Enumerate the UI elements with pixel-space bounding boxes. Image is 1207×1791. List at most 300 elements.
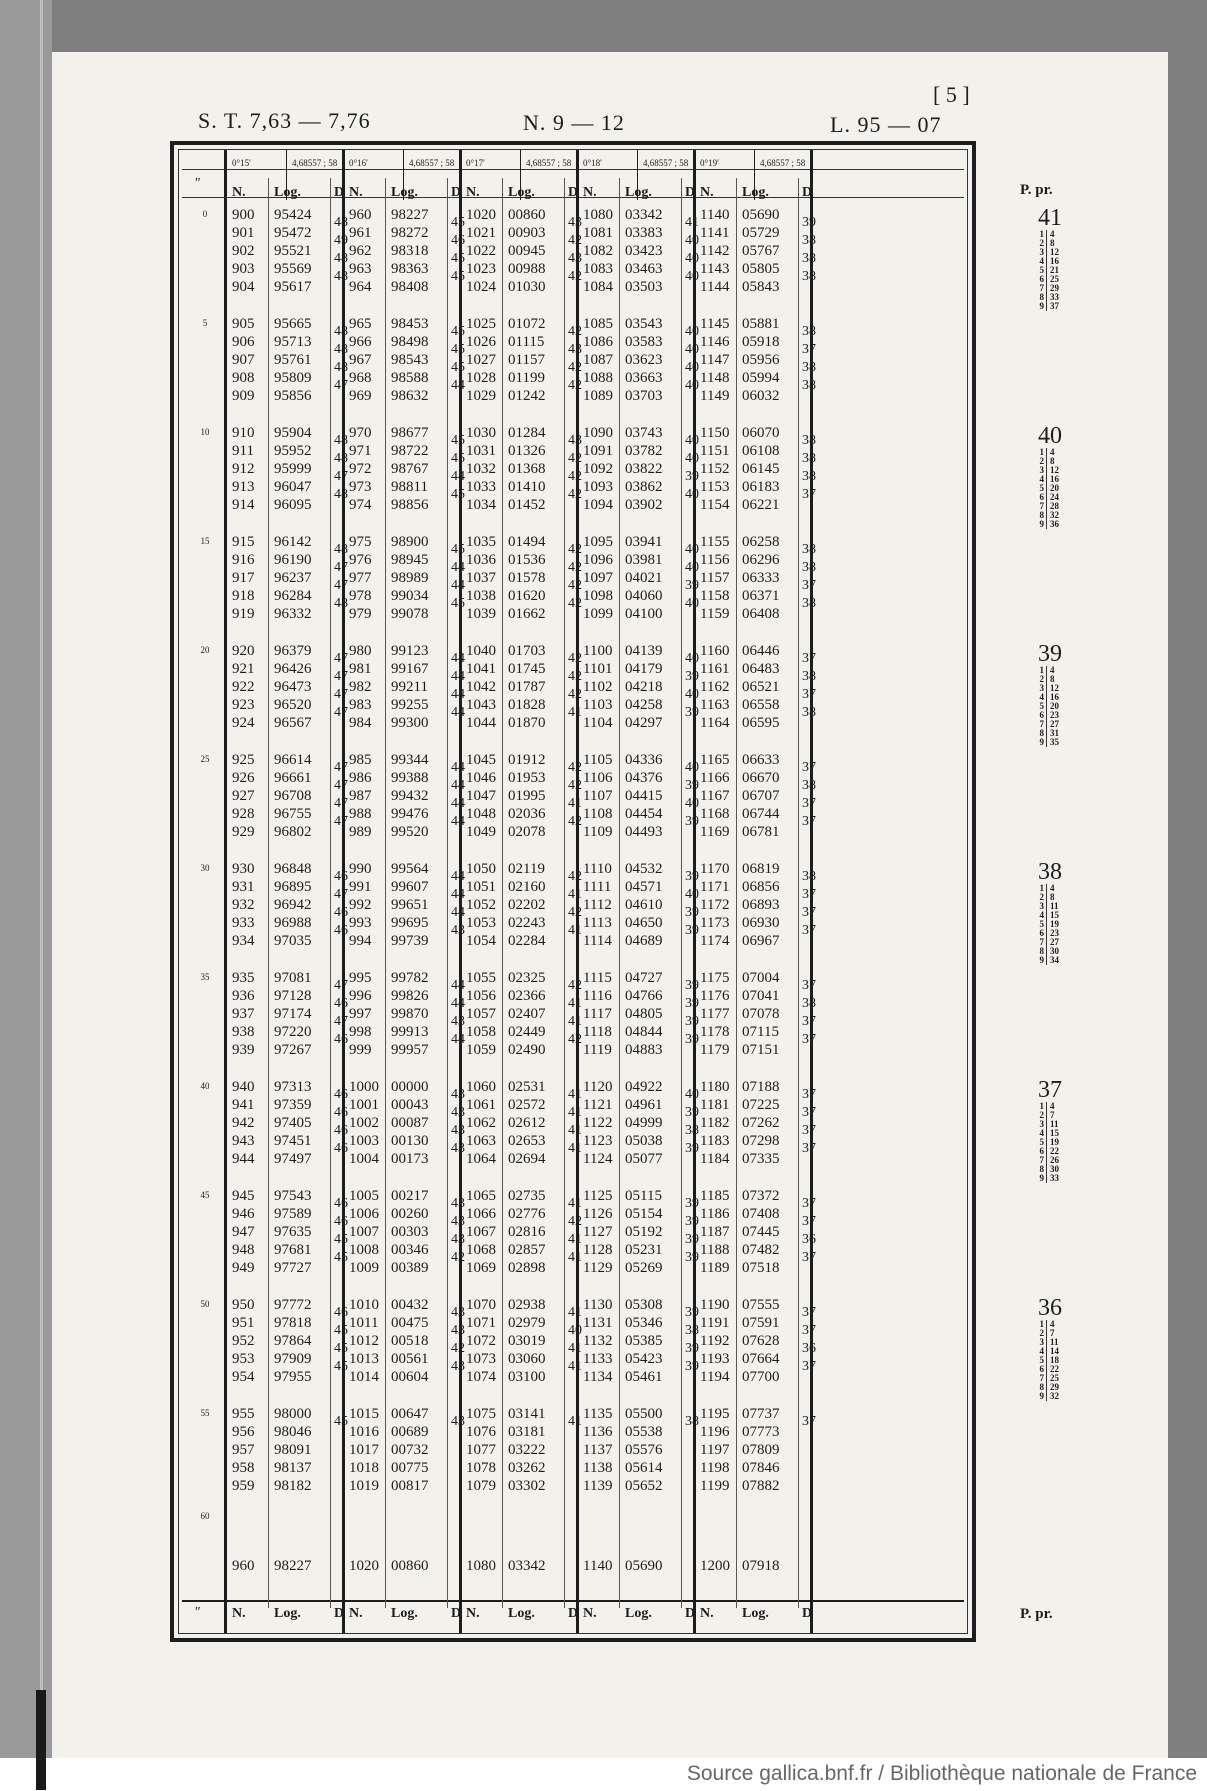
number-cell: 1032 [466,461,496,477]
difference-cell: 45 [451,451,465,466]
log-cell: 96237 [274,570,312,586]
pp-tenth: 6 [1034,1365,1047,1374]
table-row [460,896,576,914]
log-cell: 97359 [274,1097,312,1113]
log-cell: 01620 [508,588,546,604]
log-cell: 98318 [391,243,429,259]
log-cell: 04610 [625,897,663,913]
table-row [694,751,810,769]
difference-cell: 46 [334,923,348,938]
seconds-mark: 60 [200,1511,210,1521]
table-row [226,605,342,623]
difference-cell: 39 [685,669,699,684]
number-cell: 1084 [583,279,613,295]
seconds-header: " [194,176,200,191]
number-cell: 954 [232,1369,255,1385]
number-cell: 998 [349,1024,372,1040]
row-group [460,196,576,305]
log-cell: 01199 [508,370,545,386]
table-row [694,660,810,678]
table-row [343,1423,459,1441]
difference-cell: 42 [568,451,582,466]
number-cell: 1192 [700,1333,730,1349]
table-row [226,1205,342,1223]
table-row [577,1114,693,1132]
pp-difference: 41 [1038,205,1062,231]
row-group [226,741,342,850]
table-row [577,278,693,296]
log-cell: 06483 [742,661,780,677]
log-cell: 01284 [508,425,546,441]
table-row [577,587,693,605]
number-cell: 1016 [349,1424,379,1440]
number-cell: 1129 [583,1260,613,1276]
table-row [226,206,342,224]
number-cell: 977 [349,570,372,586]
number-cell: 1040 [466,643,496,659]
difference-cell: 46 [334,996,348,1011]
pp-value: 12 [1050,465,1059,475]
pp-row [1034,520,1094,529]
difference-cell: 41 [568,1232,582,1247]
table-row [226,896,342,914]
log-cell: 98722 [391,443,429,459]
log-cell: 98588 [391,370,429,386]
log-cell: 98900 [391,534,429,550]
log-cell: 07846 [742,1460,780,1476]
table-row [694,1332,810,1350]
table-row [460,1423,576,1441]
number-cell: 1059 [466,1042,496,1058]
constant-label: 4,68557 ; 58 [292,158,338,168]
d-label-footer: D [685,1606,696,1621]
log-cell: 99739 [391,933,429,949]
log-cell: 95713 [274,334,312,350]
seconds-mark: 50 [200,1299,210,1309]
log-cell: 02612 [508,1115,546,1131]
d-label: D [568,185,579,200]
number-cell: 1081 [583,225,613,241]
number-cell: 970 [349,425,372,441]
n-label-footer: N. [232,1606,246,1621]
table-row [343,896,459,914]
table-row [460,1332,576,1350]
log-cell: 06108 [742,443,780,459]
difference-cell: 41 [568,1250,582,1265]
log-cell: 98227 [391,207,429,223]
table-row [577,478,693,496]
number-cell: 1132 [583,1333,613,1349]
number-cell: 1095 [583,534,613,550]
difference-cell: 44 [451,687,465,702]
difference-cell: 42 [451,1341,465,1356]
number-cell: 1022 [466,243,496,259]
number-cell: 996 [349,988,372,1004]
number-cell: 1044 [466,715,496,731]
number-cell: 1177 [700,1006,730,1022]
log-cell: 04532 [625,861,663,877]
log-cell: 05231 [625,1242,663,1258]
table-row [460,369,576,387]
difference-cell: 44 [451,469,465,484]
difference-cell: 45 [451,542,465,557]
log-cell: 97543 [274,1188,312,1204]
difference-cell: 46 [334,1105,348,1120]
number-cell: 944 [232,1151,255,1167]
difference-cell: 40 [685,433,699,448]
number-cell: 1156 [700,552,730,568]
table-row [694,1041,810,1059]
table-row [694,1187,810,1205]
difference-cell: 42 [568,905,582,920]
number-cell: 950 [232,1297,255,1313]
log-label-footer: Log. [742,1606,769,1621]
number-cell: 1106 [583,770,613,786]
table-row [226,315,342,333]
difference-cell: 43 [451,1414,465,1429]
number-cell: 957 [232,1442,255,1458]
table-row [694,1005,810,1023]
table-row [343,1477,459,1495]
table-row [226,1368,342,1386]
log-cell: 05881 [742,316,780,332]
number-cell: 963 [349,261,372,277]
log-cell: 96567 [274,715,312,731]
number-cell: 1193 [700,1351,730,1367]
number-cell: 1136 [583,1424,613,1440]
log-cell: 97727 [274,1260,312,1276]
log-cell: 98091 [274,1442,312,1458]
seconds-mark: 10 [200,427,210,437]
log-cell: 96047 [274,479,312,495]
number-cell: 1006 [349,1206,379,1222]
difference-cell: 47 [334,978,348,993]
number-cell: 932 [232,897,255,913]
log-cell: 00475 [391,1315,429,1331]
number-cell: 921 [232,661,255,677]
number-cell: 1030 [466,425,496,441]
table-row [343,333,459,351]
number-cell: 1143 [700,261,730,277]
table-row [577,642,693,660]
number-cell: 1173 [700,915,730,931]
log-cell: 02366 [508,988,546,1004]
number-cell: 960 [232,1558,255,1574]
number-cell: 1031 [466,443,496,459]
number-cell: 1070 [466,1297,496,1313]
difference-cell: 44 [451,778,465,793]
pp-value: 33 [1050,292,1059,302]
log-cell: 02202 [508,897,546,913]
number-cell: 1171 [700,879,730,895]
number-cell: 1179 [700,1042,730,1058]
log-cell: 04727 [625,970,663,986]
difference-cell: 38 [802,451,816,466]
table-row [343,369,459,387]
difference-cell: 39 [685,1305,699,1320]
difference-cell: 43 [568,342,582,357]
difference-cell: 37 [802,1414,816,1429]
number-cell: 984 [349,715,372,731]
seconds-mark: 55 [200,1408,210,1418]
log-cell: 00647 [391,1406,429,1422]
pp-value: 20 [1050,701,1059,711]
number-cell: 1080 [466,1558,496,1574]
number-cell: 916 [232,552,255,568]
difference-cell: 47 [334,378,348,393]
table-row [577,969,693,987]
difference-cell: 43 [451,1014,465,1029]
n-label-footer: N. [466,1606,480,1621]
log-cell: 99564 [391,861,429,877]
difference-cell: 46 [334,1123,348,1138]
log-cell: 05115 [625,1188,662,1204]
log-cell: 04179 [625,661,663,677]
difference-cell: 42 [568,596,582,611]
log-cell: 07115 [742,1024,779,1040]
table-row [694,787,810,805]
table-row [226,1223,342,1241]
number-cell: 1142 [700,243,730,259]
table-row [343,224,459,242]
row-group [460,1068,576,1177]
log-cell: 01072 [508,316,546,332]
log-cell: 05346 [625,1315,663,1331]
difference-cell: 42 [451,1250,465,1265]
seconds-mark: 45 [200,1190,210,1200]
number-cell: 1066 [466,1206,496,1222]
number-cell: 987 [349,788,372,804]
log-cell: 95999 [274,461,312,477]
log-cell: 07298 [742,1133,780,1149]
log-cell: 05077 [625,1151,663,1167]
table-row [577,1405,693,1423]
log-cell: 97405 [274,1115,312,1131]
number-cell: 915 [232,534,255,550]
table-row [460,769,576,787]
log-cell: 04336 [625,752,663,768]
table-row [226,1096,342,1114]
log-cell: 97081 [274,970,312,986]
number-cell: 1113 [583,915,612,931]
difference-cell: 48 [334,433,348,448]
difference-cell: 37 [802,1141,816,1156]
log-cell: 07041 [742,988,780,1004]
number-cell: 1131 [583,1315,613,1331]
difference-cell: 43 [451,1232,465,1247]
number-cell: 979 [349,606,372,622]
number-cell: 981 [349,661,372,677]
difference-cell: 38 [802,360,816,375]
difference-cell: 41 [568,1196,582,1211]
row-group [577,959,693,1068]
pp-tenth: 7 [1034,938,1047,947]
number-cell: 1052 [466,897,496,913]
difference-cell: 38 [802,596,816,611]
row-group [343,850,459,959]
table-row [460,1023,576,1041]
table-row [694,551,810,569]
log-cell: 06744 [742,806,780,822]
table-row [226,751,342,769]
table-row [460,1096,576,1114]
difference-cell: 39 [685,705,699,720]
log-cell: 97681 [274,1242,312,1258]
log-cell: 97772 [274,1297,312,1313]
difference-cell: 37 [802,923,816,938]
pp-value: 4 [1050,447,1055,457]
row-group [694,741,810,850]
pp-value: 8 [1050,892,1055,902]
table-row [577,460,693,478]
difference-cell: 43 [451,1123,465,1138]
log-cell: 06333 [742,570,780,586]
number-cell: 1073 [466,1351,496,1367]
number-cell: 1194 [700,1369,730,1385]
table-row [577,660,693,678]
difference-cell: 37 [802,1323,816,1338]
difference-cell: 43 [451,1214,465,1229]
difference-cell: 42 [568,760,582,775]
difference-cell: 42 [568,269,582,284]
number-cell: 1147 [700,352,730,368]
row-group [577,414,693,523]
number-cell: 1061 [466,1097,496,1113]
difference-cell: 43 [568,433,582,448]
table-row [343,1459,459,1477]
log-cell: 99651 [391,897,429,913]
log-cell: 03060 [508,1351,546,1367]
number-cell: 1144 [700,279,730,295]
table-row [694,1477,810,1495]
difference-cell: 40 [685,542,699,557]
number-cell: 1195 [700,1406,730,1422]
table-row [460,696,576,714]
row-group [694,850,810,959]
n-label: N. [583,185,597,200]
table-row [343,1150,459,1168]
log-cell: 96284 [274,588,312,604]
number-cell: 1196 [700,1424,730,1440]
pp-value: 29 [1050,283,1059,293]
log-cell: 02284 [508,933,546,949]
difference-cell: 48 [334,324,348,339]
log-cell: 95472 [274,225,312,241]
table-row [343,478,459,496]
table-row [577,860,693,878]
log-cell: 04060 [625,588,663,604]
pp-value: 35 [1050,737,1059,747]
number-cell: 1011 [349,1315,379,1331]
difference-cell: 41 [568,887,582,902]
pp-row [1034,1392,1094,1401]
pp-row [1034,956,1094,965]
difference-cell: 42 [568,1214,582,1229]
table-row [343,1296,459,1314]
log-cell: 95665 [274,316,312,332]
number-cell: 930 [232,861,255,877]
difference-cell: 37 [802,487,816,502]
number-cell: 933 [232,915,255,931]
number-cell: 1168 [700,806,730,822]
number-cell: 1036 [466,552,496,568]
difference-cell: 39 [685,814,699,829]
log-cell: 02572 [508,1097,546,1113]
table-row [226,696,342,714]
log-cell: 99034 [391,588,429,604]
log-cell: 98767 [391,461,429,477]
pp-row [1034,302,1094,311]
number-cell: 945 [232,1188,255,1204]
difference-cell: 45 [334,1341,348,1356]
table-row [577,1005,693,1023]
pp-tenth: 9 [1034,738,1047,747]
difference-cell: 40 [685,251,699,266]
log-cell: 05500 [625,1406,663,1422]
table-row [460,278,576,296]
log-cell: 95761 [274,352,312,368]
row-group [694,1177,810,1286]
log-cell: 00817 [391,1478,429,1494]
difference-cell: 42 [568,360,582,375]
log-cell: 04100 [625,606,663,622]
log-cell: 97451 [274,1133,312,1149]
log-cell: 07518 [742,1260,780,1276]
difference-cell: 38 [685,1414,699,1429]
number-cell: 1128 [583,1242,613,1258]
table-row [694,260,810,278]
number-cell: 903 [232,261,255,277]
difference-cell: 44 [451,760,465,775]
number-cell: 990 [349,861,372,877]
log-cell: 98632 [391,388,429,404]
pp-value: 12 [1050,683,1059,693]
number-cell: 1024 [466,279,496,295]
log-cell: 96942 [274,897,312,913]
table-row [577,769,693,787]
difference-cell: 39 [685,1032,699,1047]
difference-cell: 43 [451,1141,465,1156]
number-cell: 918 [232,588,255,604]
pp-value: 8 [1050,674,1055,684]
number-cell: 1098 [583,588,613,604]
difference-cell: 37 [802,578,816,593]
difference-cell: 42 [568,687,582,702]
number-cell: 1200 [700,1558,730,1574]
difference-cell: 38 [802,869,816,884]
log-cell: 07482 [742,1242,780,1258]
table-row [694,769,810,787]
log-cell: 97589 [274,1206,312,1222]
table-row [226,478,342,496]
d-label: D [802,185,813,200]
number-cell: 1160 [700,643,730,659]
number-cell: 955 [232,1406,255,1422]
log-cell: 00732 [391,1442,429,1458]
table-row [343,1205,459,1223]
log-cell: 03822 [625,461,663,477]
n-label: N. [349,185,363,200]
log-cell: 99913 [391,1024,429,1040]
table-row [343,660,459,678]
log-cell: 00518 [391,1333,429,1349]
log-cell: 99344 [391,752,429,768]
number-cell: 946 [232,1206,255,1222]
number-cell: 1167 [700,788,730,804]
log-cell: 97864 [274,1333,312,1349]
difference-cell: 38 [802,996,816,1011]
pp-value: 23 [1050,710,1059,720]
